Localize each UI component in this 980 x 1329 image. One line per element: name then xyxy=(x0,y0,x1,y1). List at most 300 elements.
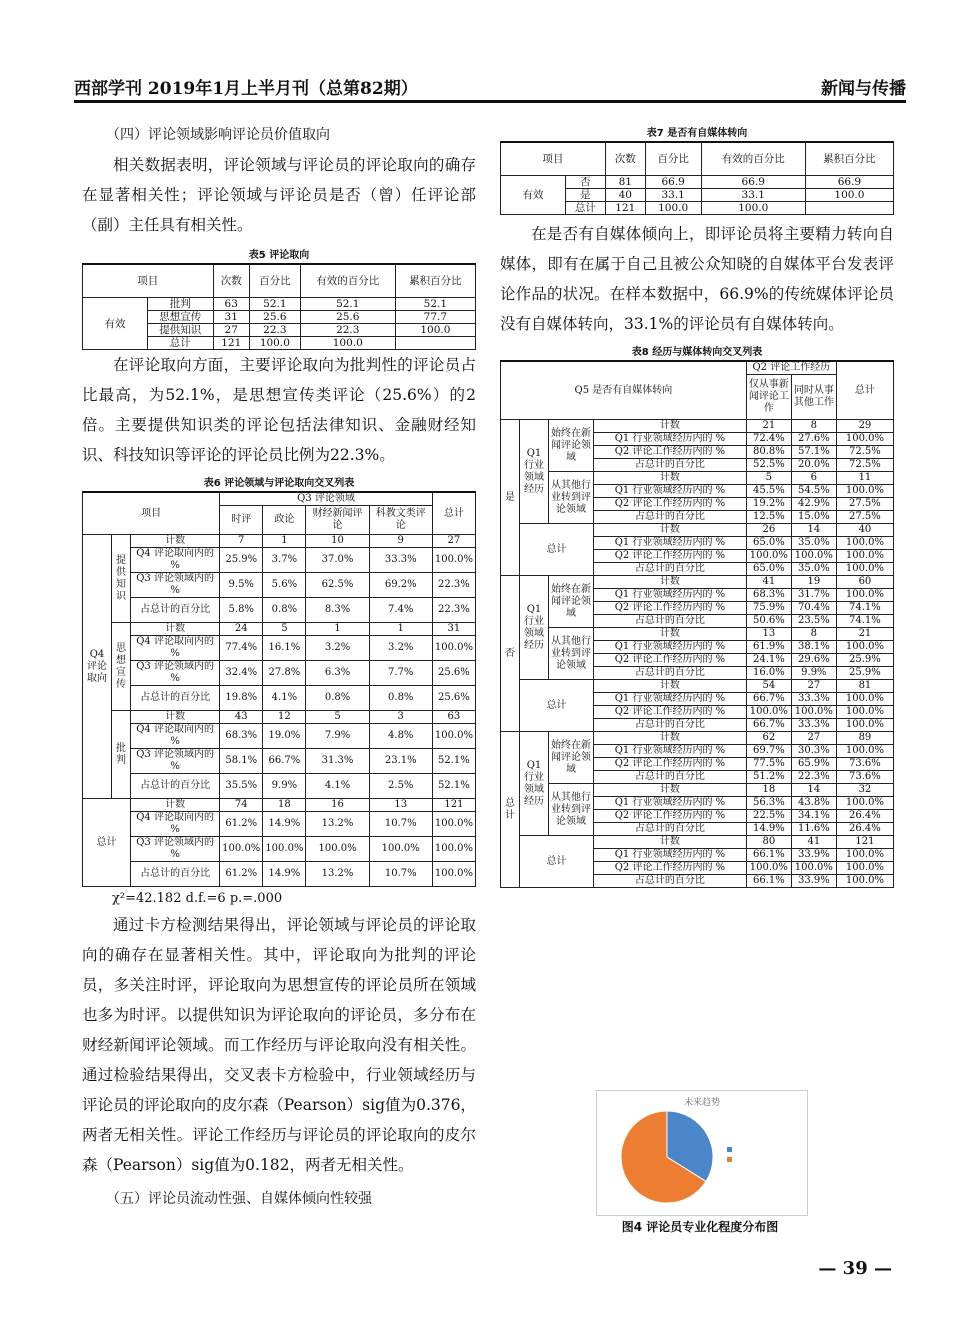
table-cell: 61.9% xyxy=(746,641,791,654)
table-cell: 5.6% xyxy=(263,573,306,598)
table-cell: 19.8% xyxy=(220,686,263,711)
pie-chart-figure xyxy=(596,1090,808,1216)
table-cell: 52.5% xyxy=(746,459,791,472)
table-cell: 4.1% xyxy=(306,774,369,799)
paragraph: 在评论取向方面，主要评论取向为批判性的评论员占比最高，为52.1%，是思想宣传类评论（25.6%）的2倍。主要提供知识类的评论包括法律知识、金融财经知识、科技知识等评论的评论员比例为22.3%。 xyxy=(82,356,476,464)
table-cell: Q1 行业领域经历内的 % xyxy=(594,537,747,550)
table-cell: 56.3% xyxy=(746,797,791,810)
table-cell: 52.1% xyxy=(432,774,475,799)
row-group: 否 xyxy=(501,576,520,732)
table-cell: Q4 评论取向内的 % xyxy=(131,812,220,837)
table-cell: 121 xyxy=(432,799,475,812)
table-cell: 100.0% xyxy=(432,548,475,573)
table-row xyxy=(83,623,476,636)
table-row xyxy=(83,799,476,812)
table-cell: 14 xyxy=(791,524,836,537)
table-cell: 5 xyxy=(263,623,306,636)
table-row xyxy=(83,711,476,724)
table-cell: 27.6% xyxy=(791,433,836,446)
table-cell: 占总计的百分比 xyxy=(594,719,747,732)
row-group: 思想宣传 xyxy=(112,623,131,711)
table-cell: 23.5% xyxy=(791,615,836,628)
table-cell: 74.1% xyxy=(836,615,893,628)
row-group: 总计 xyxy=(520,680,594,732)
table-cell: 8 xyxy=(791,420,836,433)
table-cell: 5 xyxy=(306,711,369,724)
table-cell: 74.1% xyxy=(836,602,893,615)
table-cell: 24.1% xyxy=(746,654,791,667)
table-cell: 22.3% xyxy=(432,573,475,598)
table-cell: 25.6% xyxy=(432,686,475,711)
table-cell: 10.7% xyxy=(369,812,432,837)
table-cell: 100.0% xyxy=(836,875,893,888)
table-cell: Q1 行业领域经历内的 % xyxy=(594,589,747,602)
table-cell: 19.0% xyxy=(263,724,306,749)
table-cell: Q2 评论工作经历内的 % xyxy=(594,758,747,771)
table-cell: 占总计的百分比 xyxy=(594,511,747,524)
table-cell: 26 xyxy=(746,524,791,537)
table-cell: 22.5% xyxy=(746,810,791,823)
table-row xyxy=(83,661,476,686)
table-cell: 100.0% xyxy=(791,862,836,875)
row-group: Q1行业领域经历 xyxy=(520,420,549,524)
table-cell: 计数 xyxy=(131,799,220,812)
table-cell: 10 xyxy=(306,535,369,548)
table-cell: 占总计的百分比 xyxy=(131,598,220,623)
table-cell: 15.0% xyxy=(791,511,836,524)
table-cell: 69.7% xyxy=(746,745,791,758)
table-cell: 63 xyxy=(432,711,475,724)
header-cell: 时评 xyxy=(220,506,263,535)
table8-caption: 表8 经历与媒体转向交叉列表 xyxy=(631,347,763,358)
table-cell: 9.9% xyxy=(791,667,836,680)
table-cell: Q3 评论领域内的 % xyxy=(131,573,220,598)
table-cell: 75.9% xyxy=(746,602,791,615)
table-cell: 72.5% xyxy=(836,446,893,459)
table-cell: 41 xyxy=(746,576,791,589)
table-cell: Q1 行业领域经历内的 % xyxy=(594,433,747,446)
table-cell: 21 xyxy=(836,628,893,641)
table-cell: 4.1% xyxy=(263,686,306,711)
row-group: 批判 xyxy=(112,711,131,799)
table-cell: 100.0% xyxy=(836,589,893,602)
table-cell: Q2 评论工作经历内的 % xyxy=(594,446,747,459)
table7-caption: 表7 是否有自媒体转向 xyxy=(646,128,748,139)
table-cell: 13 xyxy=(746,628,791,641)
table-cell: 1 xyxy=(369,623,432,636)
table-cell: 6.3% xyxy=(306,661,369,686)
table-row xyxy=(501,784,894,797)
table-cell: 11.6% xyxy=(791,823,836,836)
table-cell: 计数 xyxy=(594,784,747,797)
table-cell: 62 xyxy=(746,732,791,745)
table5: 项目 次数 百分比 有效的百分比 累积百分比 有效 批判 63 52.1 52.1 52.1 思想宣传 31 25.6 25.6 77.7 提供知识 27 22.3 22.3 100.0 总计 121 100.0 100.0 xyxy=(82,263,476,350)
table6 xyxy=(82,491,476,887)
table-cell: 7.7% xyxy=(369,661,432,686)
left-column xyxy=(82,124,476,1208)
table-cell: 30.3% xyxy=(791,745,836,758)
table-cell: 16.1% xyxy=(263,636,306,661)
table-row xyxy=(83,724,476,749)
table-cell: 100.0% xyxy=(746,550,791,563)
table-cell: 57.1% xyxy=(791,446,836,459)
table-cell: 12.5% xyxy=(746,511,791,524)
table-cell: 29.6% xyxy=(791,654,836,667)
table-cell: 65.0% xyxy=(746,537,791,550)
table-cell: 0.8% xyxy=(263,598,306,623)
table-row xyxy=(83,686,476,711)
table-cell: 5 xyxy=(746,472,791,485)
running-header xyxy=(74,72,906,103)
table-cell: 100.0% xyxy=(836,693,893,706)
table-cell: 40 xyxy=(836,524,893,537)
table-cell: 计数 xyxy=(594,680,747,693)
table-row xyxy=(83,573,476,598)
table-cell: 27.8% xyxy=(263,661,306,686)
table-cell: 13.2% xyxy=(306,812,369,837)
table-cell: 100.0% xyxy=(836,433,893,446)
table-row xyxy=(83,862,476,887)
table-cell: 9.9% xyxy=(263,774,306,799)
table-cell: 100.0% xyxy=(746,706,791,719)
table-cell: 66.7% xyxy=(746,693,791,706)
table-cell: 45.5% xyxy=(746,485,791,498)
table-cell: 61.2% xyxy=(220,862,263,887)
table-cell: 1 xyxy=(263,535,306,548)
table-cell: 72.4% xyxy=(746,433,791,446)
table-cell: 54.5% xyxy=(791,485,836,498)
table-row xyxy=(83,548,476,573)
table-cell: 35.5% xyxy=(220,774,263,799)
table-cell: 计数 xyxy=(594,628,747,641)
table-cell: 100.0% xyxy=(432,636,475,661)
table-cell: Q2 评论工作经历内的 % xyxy=(594,862,747,875)
table-cell: Q3 评论领域内的 % xyxy=(131,837,220,862)
table-cell: 61.2% xyxy=(220,812,263,837)
row-group: 始终在新闻评论领域 xyxy=(549,576,594,628)
table-cell: 3.7% xyxy=(263,548,306,573)
table-cell: Q1 行业领域经历内的 % xyxy=(594,745,747,758)
table-cell: 100.0% xyxy=(432,862,475,887)
table-cell: 41 xyxy=(791,836,836,849)
row-group: 始终在新闻评论领域 xyxy=(549,420,594,472)
table-cell: 占总计的百分比 xyxy=(131,862,220,887)
table-row xyxy=(501,576,894,589)
table-cell: 80 xyxy=(746,836,791,849)
table-cell: 27.5% xyxy=(836,511,893,524)
header-cell: 总计 xyxy=(836,361,893,420)
table-cell: 4.8% xyxy=(369,724,432,749)
table-cell: 33.3% xyxy=(791,693,836,706)
table-cell: Q1 行业领域经历内的 % xyxy=(594,797,747,810)
table-cell: 33.3% xyxy=(791,719,836,732)
table-cell: 占总计的百分比 xyxy=(594,875,747,888)
table-cell: 计数 xyxy=(131,623,220,636)
table-cell: 占总计的百分比 xyxy=(131,774,220,799)
table-cell: 24 xyxy=(220,623,263,636)
table-cell: Q2 评论工作经历内的 % xyxy=(594,810,747,823)
table-cell: 计数 xyxy=(594,524,747,537)
table-cell: 66.7% xyxy=(263,749,306,774)
table7: 项目 次数 百分比 有效的百分比 累积百分比 有效 否 81 66.9 66.9 66.9 是 40 33.1 33.1 100.0 总计 121 100.0 100.0 xyxy=(500,141,894,215)
table-cell: 100.0% xyxy=(836,485,893,498)
row-group: 总计 xyxy=(83,799,131,887)
table-cell: 占总计的百分比 xyxy=(131,686,220,711)
section-heading-5: （五）评论员流动性强、自媒体倾向性较强 xyxy=(106,1191,372,1207)
table-cell: Q3 评论领域内的 % xyxy=(131,661,220,686)
row-group: 是 xyxy=(501,420,520,576)
table-row xyxy=(83,535,476,548)
row-group: 总计 xyxy=(520,836,594,888)
header-cell: Q3 评论领域 xyxy=(220,492,433,506)
table-cell: 29 xyxy=(836,420,893,433)
table-cell: 19.2% xyxy=(746,498,791,511)
table-cell: 8 xyxy=(791,628,836,641)
table-cell: 14.9% xyxy=(263,862,306,887)
chi-square-result: χ²=42.182 d.f.=6 p.=.000 xyxy=(112,891,283,906)
table-cell: 38.1% xyxy=(791,641,836,654)
table-cell: 37.0% xyxy=(306,548,369,573)
table-cell: 33.9% xyxy=(791,875,836,888)
table-cell: 100.0% xyxy=(836,862,893,875)
table-cell: 100.0% xyxy=(836,537,893,550)
table-cell: 73.6% xyxy=(836,758,893,771)
table-row xyxy=(501,836,894,849)
table-cell: 计数 xyxy=(131,711,220,724)
table-cell: 31 xyxy=(432,623,475,636)
table-cell: 7.9% xyxy=(306,724,369,749)
table-cell: 42.9% xyxy=(791,498,836,511)
table-cell: 33.3% xyxy=(369,548,432,573)
table-cell: 100.0% xyxy=(746,862,791,875)
table-cell: 72.5% xyxy=(836,459,893,472)
header-cell: Q2 评论工作经历 xyxy=(746,361,836,375)
table-row xyxy=(83,774,476,799)
table-cell: 占总计的百分比 xyxy=(594,823,747,836)
table-cell: 100.0% xyxy=(369,837,432,862)
table-cell: 11 xyxy=(836,472,893,485)
table-cell: 26.4% xyxy=(836,823,893,836)
table-cell: 32.4% xyxy=(220,661,263,686)
table-cell: 计数 xyxy=(594,576,747,589)
table-cell: 70.4% xyxy=(791,602,836,615)
table-cell: 69.2% xyxy=(369,573,432,598)
table-cell: 10.7% xyxy=(369,862,432,887)
row-group: 从其他行业转到评论领域 xyxy=(549,472,594,524)
paragraph: 在是否有自媒体倾向上，即评论员将主要精力转向自媒体，即有在属于自己且被公众知晓的自媒体平台发表评论作品的状况。在样本数据中，66.9%的传统媒体评论员没有自媒体转向，33.1%的评论员有自媒体转向。 xyxy=(500,225,894,333)
table-cell: 35.0% xyxy=(791,537,836,550)
row-group: 总计 xyxy=(501,732,520,888)
figure4-caption: 图4 评论员专业化程度分布图 xyxy=(621,1220,779,1234)
legend-swatch xyxy=(727,1157,732,1162)
table-cell: 100.0% xyxy=(263,837,306,862)
table-row xyxy=(83,812,476,837)
table-cell: Q1 行业领域经历内的 % xyxy=(594,693,747,706)
table-cell: 80.8% xyxy=(746,446,791,459)
table-cell: 66.1% xyxy=(746,875,791,888)
table-cell: 100.0% xyxy=(306,837,369,862)
table-cell: 3.2% xyxy=(306,636,369,661)
row-group: 从其他行业转到评论领域 xyxy=(549,784,594,836)
table-cell: 121 xyxy=(836,836,893,849)
header-cell: 同时从事其他工作 xyxy=(791,375,836,420)
table-cell: 12 xyxy=(263,711,306,724)
journal-title: 西部学刊 2019年1月上半月刊（总第82期） xyxy=(74,79,418,99)
table-cell: 89 xyxy=(836,732,893,745)
table-cell: 27 xyxy=(791,732,836,745)
table-row xyxy=(501,732,894,745)
table-cell: 3.2% xyxy=(369,636,432,661)
table-cell: 100.0% xyxy=(836,797,893,810)
table-cell: Q2 评论工作经历内的 % xyxy=(594,706,747,719)
table-cell: 100.0% xyxy=(220,837,263,862)
table-cell: Q2 评论工作经历内的 % xyxy=(594,498,747,511)
table-cell: 16 xyxy=(306,799,369,812)
table-cell: 73.6% xyxy=(836,771,893,784)
table-cell: 0.8% xyxy=(369,686,432,711)
table-cell: 18 xyxy=(263,799,306,812)
table-cell: 25.9% xyxy=(836,667,893,680)
row-group: 从其他行业转到评论领域 xyxy=(549,628,594,680)
table-cell: Q4 评论取向内的 % xyxy=(131,636,220,661)
table-cell: 占总计的百分比 xyxy=(594,615,747,628)
table-cell: 51.2% xyxy=(746,771,791,784)
table-cell: 0.8% xyxy=(306,686,369,711)
header-cell: 总计 xyxy=(432,492,475,535)
table-cell: 25.9% xyxy=(220,548,263,573)
table-cell: 35.0% xyxy=(791,563,836,576)
row-group: 总计 xyxy=(520,524,594,576)
table-cell: Q1 行业领域经历内的 % xyxy=(594,641,747,654)
table-row xyxy=(501,628,894,641)
table-cell: Q4 评论取向内的 % xyxy=(131,548,220,573)
section-title: 新闻与传播 xyxy=(821,79,906,99)
table-row xyxy=(501,680,894,693)
table-cell: Q2 评论工作经历内的 % xyxy=(594,550,747,563)
table-row xyxy=(83,636,476,661)
table-cell: 占总计的百分比 xyxy=(594,667,747,680)
table-cell: 65.9% xyxy=(791,758,836,771)
table-cell: 100.0% xyxy=(836,706,893,719)
header-cell: 仅从事新闻评论工作 xyxy=(746,375,791,420)
table-cell: 计数 xyxy=(594,420,747,433)
row-group: 始终在新闻评论领域 xyxy=(549,732,594,784)
table-row xyxy=(83,598,476,623)
table-cell: 33.9% xyxy=(791,849,836,862)
table-cell: 54 xyxy=(746,680,791,693)
table-row xyxy=(501,524,894,537)
paragraph: 相关数据表明，评论领域与评论员的评论取向的确存在显著相关性；评论领域与评论员是否（曾）任评论部（副）主任具有相关性。 xyxy=(82,156,476,234)
row-group: Q4评论取向 xyxy=(83,535,112,799)
header-cell: 财经新闻评论 xyxy=(306,506,369,535)
row-group: Q1行业领域经历 xyxy=(520,576,549,680)
table-cell: 21 xyxy=(746,420,791,433)
table-cell: 34.1% xyxy=(791,810,836,823)
table-cell: 100.0% xyxy=(836,719,893,732)
legend-swatch xyxy=(727,1147,732,1152)
table-cell: 43.8% xyxy=(791,797,836,810)
table-cell: 100.0% xyxy=(432,837,475,862)
table-cell: 26.4% xyxy=(836,810,893,823)
table-cell: 3 xyxy=(369,711,432,724)
header-cell: 科教文类评论 xyxy=(369,506,432,535)
table-cell: 22.3% xyxy=(791,771,836,784)
table-cell: 5.8% xyxy=(220,598,263,623)
table-cell: 74 xyxy=(220,799,263,812)
chart-title: 未来趋势 xyxy=(683,1098,721,1108)
header-cell: Q5 是否有自媒体转向 xyxy=(501,361,747,420)
table-cell: 52.1% xyxy=(432,749,475,774)
table-cell: 100.0% xyxy=(836,849,893,862)
section-heading-4: （四）评论领域影响评论员价值取向 xyxy=(106,127,330,143)
table-cell: 2.5% xyxy=(369,774,432,799)
table-cell: 100.0% xyxy=(836,745,893,758)
table-cell: 100.0% xyxy=(836,641,893,654)
table-cell: 占总计的百分比 xyxy=(594,563,747,576)
table-cell: 43 xyxy=(220,711,263,724)
table-cell: 计数 xyxy=(594,732,747,745)
paragraph: 通过卡方检测结果得出，评论领域与评论员的评论取向的确存在显著相关性。其中，评论取向为批判的评论员，多关注时评，评论取向为思想宣传的评论员所在领域也多为时评。以提供知识为评论取向的评论员，多分布在财经新闻评论领域。而工作经历与评论取向没有相关性。通过检验结果得出，交叉表卡方检验中，行业领域经历与评论员的评论取向的皮尔森（Pearson）sig值为0.376，两者无相关性。评论工作经历与评论员的评论取向的皮尔森（Pearson）sig值为0.182，两者无相关性。 xyxy=(82,916,476,1174)
table-cell: 14 xyxy=(791,784,836,797)
table-cell: 31.7% xyxy=(791,589,836,602)
pie-chart xyxy=(597,1091,807,1215)
header-cell: 政论 xyxy=(263,506,306,535)
table-cell: 65.0% xyxy=(746,563,791,576)
table-cell: Q4 评论取向内的 % xyxy=(131,724,220,749)
table-cell: 占总计的百分比 xyxy=(594,771,747,784)
table-cell: 23.1% xyxy=(369,749,432,774)
table-cell: 8.3% xyxy=(306,598,369,623)
table-cell: 20.0% xyxy=(791,459,836,472)
table-cell: 计数 xyxy=(131,535,220,548)
row-group: 提供知识 xyxy=(112,535,131,623)
table-cell: 100.0% xyxy=(432,812,475,837)
table-cell: 60 xyxy=(836,576,893,589)
table-cell: Q2 评论工作经历内的 % xyxy=(594,654,747,667)
table-cell: 77.5% xyxy=(746,758,791,771)
table-cell: Q1 行业领域经历内的 % xyxy=(594,485,747,498)
table-cell: 68.3% xyxy=(220,724,263,749)
table-row xyxy=(501,420,894,433)
table-cell: Q2 评论工作经历内的 % xyxy=(594,602,747,615)
table-cell: Q3 评论领域内的 % xyxy=(131,749,220,774)
table-cell: 6 xyxy=(791,472,836,485)
table-row xyxy=(83,837,476,862)
table-cell: 27.5% xyxy=(836,498,893,511)
table-row xyxy=(83,749,476,774)
table-cell: 18 xyxy=(746,784,791,797)
table-cell: 32 xyxy=(836,784,893,797)
table8 xyxy=(500,360,894,888)
table-cell: 50.6% xyxy=(746,615,791,628)
table-cell: 31.3% xyxy=(306,749,369,774)
table-cell: 100.0% xyxy=(791,550,836,563)
table-cell: 62.5% xyxy=(306,573,369,598)
header-cell: 项目 xyxy=(83,492,220,535)
table-cell: 占总计的百分比 xyxy=(594,459,747,472)
table-cell: 14.9% xyxy=(746,823,791,836)
table-cell: 25.6% xyxy=(432,661,475,686)
table-cell: 25.9% xyxy=(836,654,893,667)
table-cell: 77.4% xyxy=(220,636,263,661)
table-row xyxy=(501,472,894,485)
table-cell: 27 xyxy=(432,535,475,548)
table-cell: 100.0% xyxy=(432,724,475,749)
table-cell: 100.0% xyxy=(836,550,893,563)
table-cell: 66.7% xyxy=(746,719,791,732)
right-column xyxy=(500,124,894,888)
table-cell: 9.5% xyxy=(220,573,263,598)
